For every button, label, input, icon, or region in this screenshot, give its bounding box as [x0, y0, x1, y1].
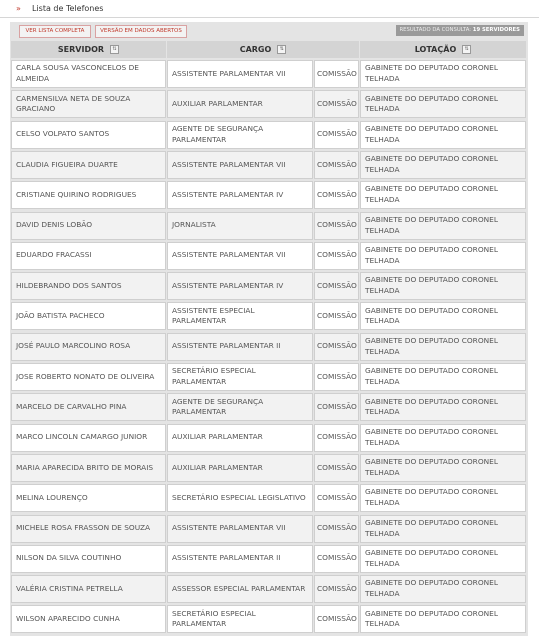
result-count-label: RESULTADO DA CONSULTA: — [399, 27, 472, 33]
lotacao-cell: GABINETE DO DEPUTADO CORONEL TELHADA — [360, 454, 526, 482]
vinculo-cell: COMISSÃO — [314, 484, 359, 512]
table-row — [10, 180, 528, 210]
vinculo-cell: COMISSÃO — [314, 60, 359, 88]
lotacao-cell: GABINETE DO DEPUTADO CORONEL TELHADA — [360, 484, 526, 512]
breadcrumb — [0, 0, 539, 18]
lotacao-cell: GABINETE DO DEPUTADO CORONEL TELHADA — [360, 302, 526, 330]
servidor-cell: CARMENSILVA NETA DE SOUZA GRACIANO — [11, 90, 166, 118]
lotacao-cell: GABINETE DO DEPUTADO CORONEL TELHADA — [360, 575, 526, 603]
table-row — [10, 59, 528, 89]
table-row — [10, 89, 528, 119]
table-row — [10, 332, 528, 362]
vinculo-cell: COMISSÃO — [314, 151, 359, 179]
lotacao-cell: GABINETE DO DEPUTADO CORONEL TELHADA — [360, 60, 526, 88]
table-row — [10, 574, 528, 604]
lotacao-cell: GABINETE DO DEPUTADO CORONEL TELHADA — [360, 181, 526, 209]
lotacao-cell: GABINETE DO DEPUTADO CORONEL TELHADA — [360, 545, 526, 573]
lotacao-cell: GABINETE DO DEPUTADO CORONEL TELHADA — [360, 212, 526, 240]
vinculo-cell: COMISSÃO — [314, 212, 359, 240]
breadcrumb-arrows-icon: » — [16, 4, 21, 13]
servidor-cell: JOSE ROBERTO NONATO DE OLIVEIRA — [11, 363, 166, 391]
lotacao-cell: GABINETE DO DEPUTADO CORONEL TELHADA — [360, 151, 526, 179]
sort-icon[interactable]: ⇅ — [110, 45, 119, 54]
vinculo-cell: COMISSÃO — [314, 121, 359, 149]
servidor-cell: WILSON APARECIDO CUNHA — [11, 605, 166, 633]
table-row — [10, 211, 528, 241]
lotacao-cell: GABINETE DO DEPUTADO CORONEL TELHADA — [360, 333, 526, 361]
servidor-cell: MARIA APARECIDA BRITO DE MORAIS — [11, 454, 166, 482]
table-row — [10, 120, 528, 150]
servidor-cell: MARCO LINCOLN CAMARGO JUNIOR — [11, 424, 166, 452]
cargo-cell: ASSISTENTE PARLAMENTAR VII — [167, 60, 313, 88]
vinculo-cell: COMISSÃO — [314, 515, 359, 543]
column-header-cargo[interactable] — [167, 41, 359, 58]
column-header-label: LOTAÇÃO — [414, 45, 457, 54]
servidor-cell: MICHELE ROSA FRASSON DE SOUZA — [11, 515, 166, 543]
servidor-cell: EDUARDO FRACASSI — [11, 242, 166, 270]
vinculo-cell: COMISSÃO — [314, 272, 359, 300]
vinculo-cell: COMISSÃO — [314, 605, 359, 633]
cargo-cell: SECRETÁRIO ESPECIAL PARLAMENTAR — [167, 605, 313, 633]
table-row — [10, 150, 528, 180]
cargo-cell: ASSISTENTE PARLAMENTAR II — [167, 545, 313, 573]
vinculo-cell: COMISSÃO — [314, 545, 359, 573]
servidor-cell: DAVID DENIS LOBÃO — [11, 212, 166, 240]
lotacao-cell: GABINETE DO DEPUTADO CORONEL TELHADA — [360, 393, 526, 421]
vinculo-cell: COMISSÃO — [314, 302, 359, 330]
vinculo-cell: COMISSÃO — [314, 575, 359, 603]
lotacao-cell: GABINETE DO DEPUTADO CORONEL TELHADA — [360, 242, 526, 270]
toolbar — [10, 22, 528, 40]
result-count-value: 19 SERVIDORES — [472, 27, 520, 33]
cargo-cell: ASSISTENTE PARLAMENTAR VII — [167, 151, 313, 179]
cargo-cell: AUXILIAR PARLAMENTAR — [167, 454, 313, 482]
servidor-cell: MARCELO DE CARVALHO PINA — [11, 393, 166, 421]
cargo-cell: ASSISTENTE PARLAMENTAR IV — [167, 181, 313, 209]
cargo-cell: ASSISTENTE PARLAMENTAR VII — [167, 515, 313, 543]
vinculo-cell: COMISSÃO — [314, 333, 359, 361]
result-count-badge — [396, 25, 525, 36]
table-row — [10, 544, 528, 574]
divider — [0, 17, 539, 18]
page-title: Lista de Telefones — [32, 4, 104, 13]
table-row — [10, 604, 528, 634]
cargo-cell: AUXILIAR PARLAMENTAR — [167, 90, 313, 118]
table-row — [10, 514, 528, 544]
table-row — [10, 453, 528, 483]
sort-icon[interactable]: ⇅ — [462, 45, 471, 54]
vinculo-cell: COMISSÃO — [314, 242, 359, 270]
table-row — [10, 271, 528, 301]
table-row — [10, 483, 528, 513]
cargo-cell: AGENTE DE SEGURANÇA PARLAMENTAR — [167, 393, 313, 421]
open-data-button[interactable]: VERSÃO EM DADOS ABERTOS — [95, 25, 187, 38]
vinculo-cell: COMISSÃO — [314, 181, 359, 209]
servidor-cell: HILDEBRANDO DOS SANTOS — [11, 272, 166, 300]
table-row — [10, 241, 528, 271]
lotacao-cell: GABINETE DO DEPUTADO CORONEL TELHADA — [360, 605, 526, 633]
sort-icon[interactable]: ⇅ — [277, 45, 286, 54]
cargo-cell: ASSESSOR ESPECIAL PARLAMENTAR — [167, 575, 313, 603]
vinculo-cell: COMISSÃO — [314, 454, 359, 482]
servidor-cell: CELSO VOLPATO SANTOS — [11, 121, 166, 149]
servidor-cell: CARLA SOUSA VASCONCELOS DE ALMEIDA — [11, 60, 166, 88]
column-header-label: CARGO — [239, 45, 272, 54]
servidor-cell: MELINA LOURENÇO — [11, 484, 166, 512]
cargo-cell: ASSISTENTE PARLAMENTAR IV — [167, 272, 313, 300]
vinculo-cell: COMISSÃO — [314, 424, 359, 452]
cargo-cell: JORNALISTA — [167, 212, 313, 240]
table-row — [10, 362, 528, 392]
column-header-lotacao[interactable] — [360, 41, 526, 58]
lotacao-cell: GABINETE DO DEPUTADO CORONEL TELHADA — [360, 121, 526, 149]
cargo-cell: AGENTE DE SEGURANÇA PARLAMENTAR — [167, 121, 313, 149]
servidor-cell: NILSON DA SILVA COUTINHO — [11, 545, 166, 573]
table-row — [10, 301, 528, 331]
lotacao-cell: GABINETE DO DEPUTADO CORONEL TELHADA — [360, 363, 526, 391]
servidor-cell: CLAUDIA FIGUEIRA DUARTE — [11, 151, 166, 179]
servidor-cell: CRISTIANE QUIRINO RODRIGUES — [11, 181, 166, 209]
lotacao-cell: GABINETE DO DEPUTADO CORONEL TELHADA — [360, 424, 526, 452]
vinculo-cell: COMISSÃO — [314, 90, 359, 118]
cargo-cell: ASSISTENTE PARLAMENTAR VII — [167, 242, 313, 270]
cargo-cell: ASSISTENTE ESPECIAL PARLAMENTAR — [167, 302, 313, 330]
lotacao-cell: GABINETE DO DEPUTADO CORONEL TELHADA — [360, 272, 526, 300]
vinculo-cell: COMISSÃO — [314, 393, 359, 421]
servidor-cell: JOSÉ PAULO MARCOLINO ROSA — [11, 333, 166, 361]
cargo-cell: SECRETÁRIO ESPECIAL LEGISLATIVO — [167, 484, 313, 512]
servidor-cell: VALÉRIA CRISTINA PETRELLA — [11, 575, 166, 603]
lotacao-cell: GABINETE DO DEPUTADO CORONEL TELHADA — [360, 90, 526, 118]
servidor-cell: JOÃO BATISTA PACHECO — [11, 302, 166, 330]
full-list-button[interactable]: VER LISTA COMPLETA — [19, 25, 91, 38]
vinculo-cell: COMISSÃO — [314, 363, 359, 391]
table-row — [10, 423, 528, 453]
lotacao-cell: GABINETE DO DEPUTADO CORONEL TELHADA — [360, 515, 526, 543]
cargo-cell: SECRETÁRIO ESPECIAL PARLAMENTAR — [167, 363, 313, 391]
column-header-label: SERVIDOR — [57, 45, 105, 54]
table-row — [10, 392, 528, 422]
cargo-cell: ASSISTENTE PARLAMENTAR II — [167, 333, 313, 361]
cargo-cell: AUXILIAR PARLAMENTAR — [167, 424, 313, 452]
column-header-servidor[interactable] — [11, 41, 166, 58]
